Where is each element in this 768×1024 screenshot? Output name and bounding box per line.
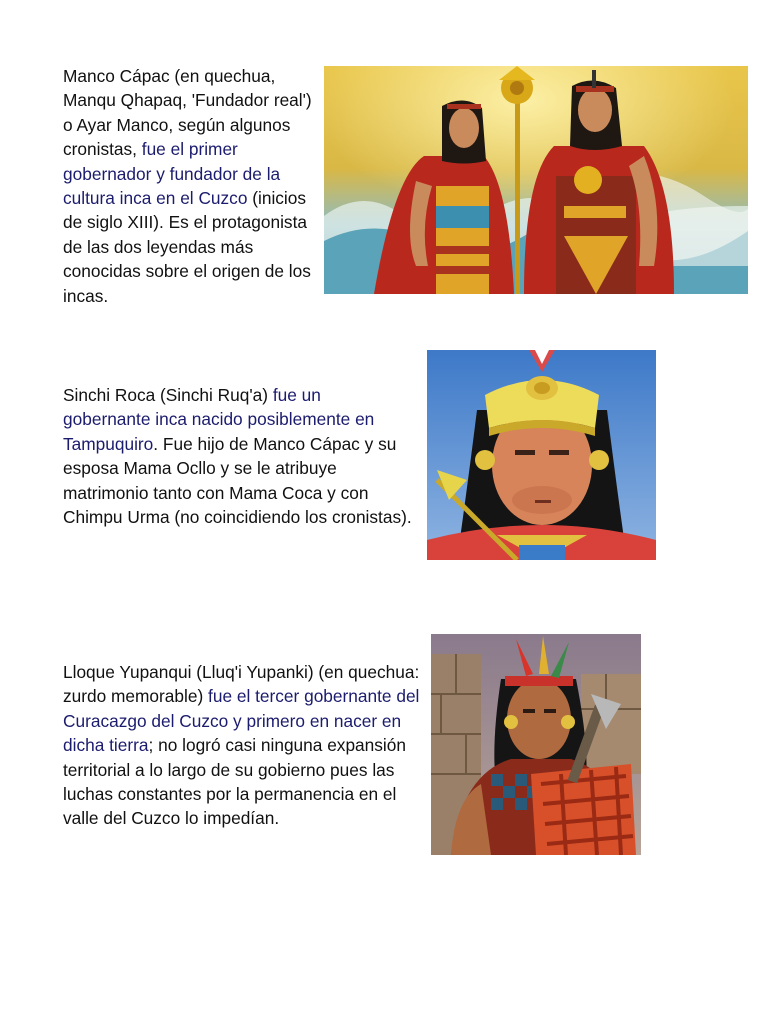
sinchi-roca-text <box>63 383 413 529</box>
text-plain: Sinchi Roca (Sinchi Ruq'a) <box>63 385 273 405</box>
sinchi-roca-portrait <box>427 350 656 560</box>
lloque-yupanqui-portrait <box>431 634 641 855</box>
text-plain: . Fue hijo de Manco Cápac y su esposa Mama Ocllo y se le atribuye matrimonio tanto con Mama Coca y con Chimpu Urma (no coincidiendo los cronistas). <box>63 433 412 528</box>
text-plain: Manco Cápac (en quechua, Manqu Qhapaq, 'Fundador real') o Ayar Manco, según algunos cronistas, <box>63 66 312 160</box>
manco-capac-text <box>63 64 319 308</box>
text-highlight: fue un gobernante inca nacido posiblemente en Tampuquiro <box>63 385 375 454</box>
manco-capac-mama-ocllo-illustration <box>324 66 748 294</box>
lloque-yupanqui-text <box>63 660 425 831</box>
text-highlight: fue el tercer gobernante del Curacazgo del Cuzco y primero en nacer en dicha tierra <box>63 686 420 756</box>
text-plain: ; no logró casi ninguna expansión territorial a lo largo de su gobierno pues las luchas constantes por la permanencia en el valle del Cuzco lo impedían. <box>63 735 406 829</box>
text-plain: Lloque Yupanqui (Lluq'i Yupanki) (en quechua: zurdo memorable) <box>63 662 420 707</box>
text-highlight: fue el primer gobernador y fundador de la cultura inca en el Cuzco <box>63 139 281 209</box>
text-plain: (inicios de siglo XIII). Es el protagonista de las dos leyendas más conocidas sobre el origen de los incas. <box>63 188 311 306</box>
